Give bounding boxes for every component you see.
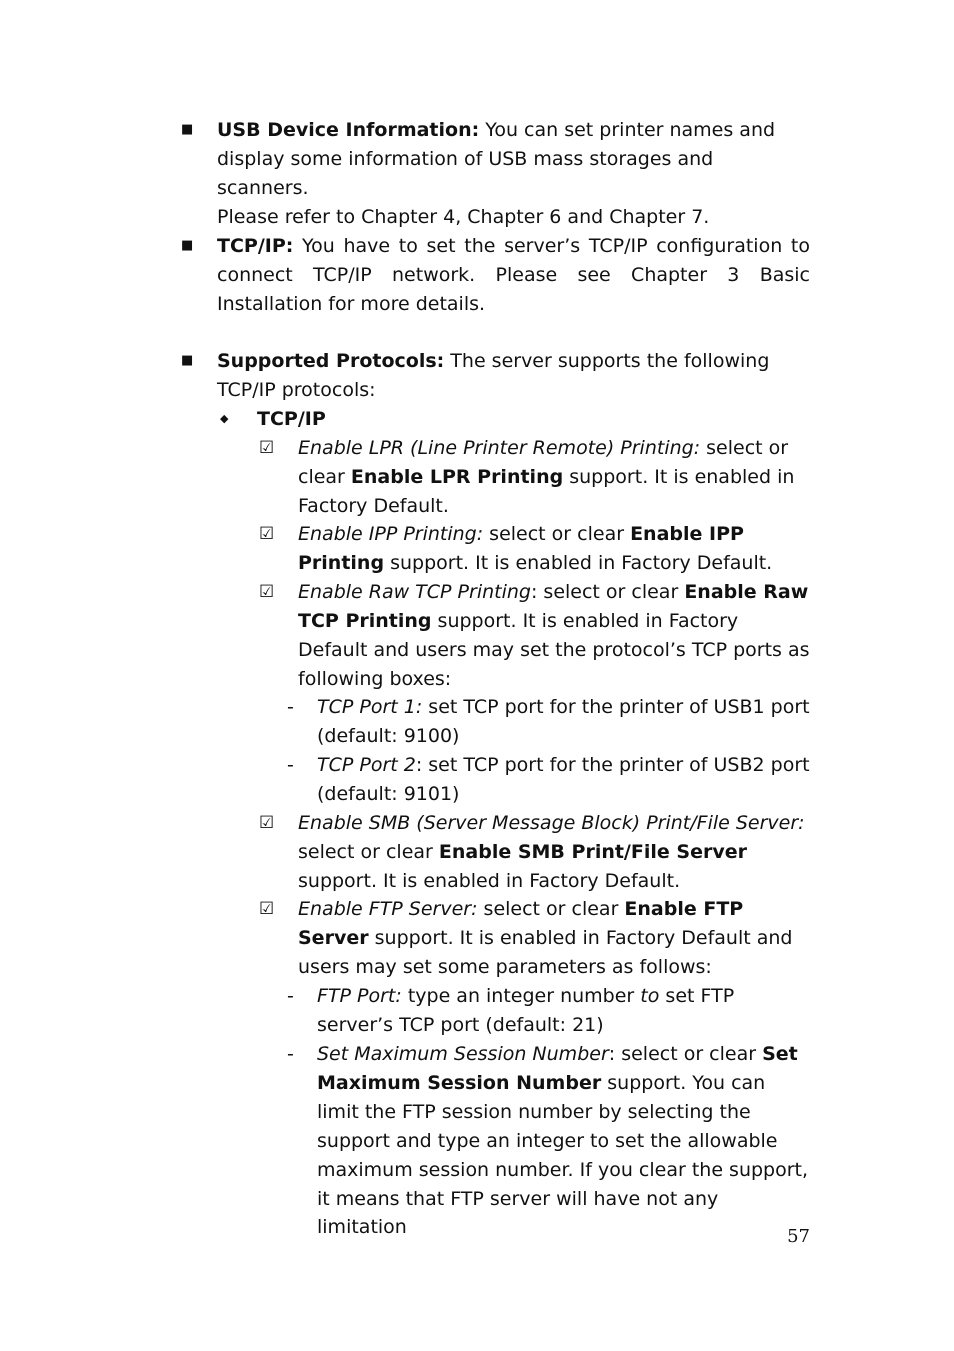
usb-device-info-term: USB Device Information: xyxy=(217,119,480,141)
dash-bullet: - xyxy=(287,696,294,718)
ftp-port-text: FTP Port: type an integer number to set FTP server’s TCP port (default: 21) xyxy=(317,985,735,1036)
tcpip-subheading: TCP/IP xyxy=(257,408,326,430)
tcp-port-2-text: TCP Port 2: set TCP port for the printer of USB2 port (default: 9101) xyxy=(317,754,810,805)
supported-protocols-text: Supported Protocols: The server supports the following TCP/IP protocols: xyxy=(217,350,770,401)
checkbox-checked-icon: ☑ xyxy=(259,524,275,544)
checkbox-checked-icon: ☑ xyxy=(259,899,275,919)
tcpip-text: TCP/IP: You have to set the server’s TCP/IP configuration to connect TCP/IP network. Please see Chapter 3 Basic Installation for more details. xyxy=(217,235,810,315)
page-number: 57 xyxy=(787,1226,810,1247)
checkbox-checked-icon: ☑ xyxy=(259,438,275,458)
checkbox-checked-icon: ☑ xyxy=(259,582,275,602)
raw-tcp-text: Enable Raw TCP Printing: select or clear Enable Raw TCP Printing support. It is enabled in Factory Default and users may set the protocol’s TCP ports as following boxes: xyxy=(298,581,810,690)
square-bullet-icon: ■ xyxy=(181,122,194,137)
dash-bullet: - xyxy=(287,985,294,1007)
ftp-text: Enable FTP Server: select or clear Enable FTP Server support. It is enabled in Factory Default and users may set some parameters as follows: xyxy=(298,898,793,978)
diamond-bullet-icon: ◆ xyxy=(220,412,229,425)
smb-text: Enable SMB (Server Message Block) Print/File Server: select or clear Enable SMB Print/File Server support. It is enabled in Factory Default. xyxy=(298,812,805,892)
dash-bullet: - xyxy=(287,1043,294,1065)
dash-bullet: - xyxy=(287,754,294,776)
max-session-text: Set Maximum Session Number: select or clear Set Maximum Session Number support. You can limit the FTP session number by selecting the support and type an integer to set the allowable maximum session number. If you clear the support, it means that FTP server will have not any limitation xyxy=(317,1043,809,1239)
lpr-text: Enable LPR (Line Printer Remote) Printing: select or clear Enable LPR Printing support. It is enabled in Factory Default. xyxy=(298,437,795,517)
tcp-port-1-text: TCP Port 1: set TCP port for the printer of USB1 port (default: 9100) xyxy=(317,696,810,747)
supported-protocols-term: Supported Protocols: xyxy=(217,350,445,372)
usb-device-info-text: USB Device Information: You can set printer names and display some information of USB mass storages and scanners. Please refer to Chapter 4, Chapter 6 and Chapter 7. xyxy=(217,119,776,228)
square-bullet-icon: ■ xyxy=(181,353,194,368)
ipp-text: Enable IPP Printing: select or clear Enable IPP Printing support. It is enabled in Factory Default. xyxy=(298,523,773,574)
square-bullet-icon: ■ xyxy=(181,238,194,253)
tcpip-term: TCP/IP: xyxy=(217,235,294,257)
checkbox-checked-icon: ☑ xyxy=(259,813,275,833)
